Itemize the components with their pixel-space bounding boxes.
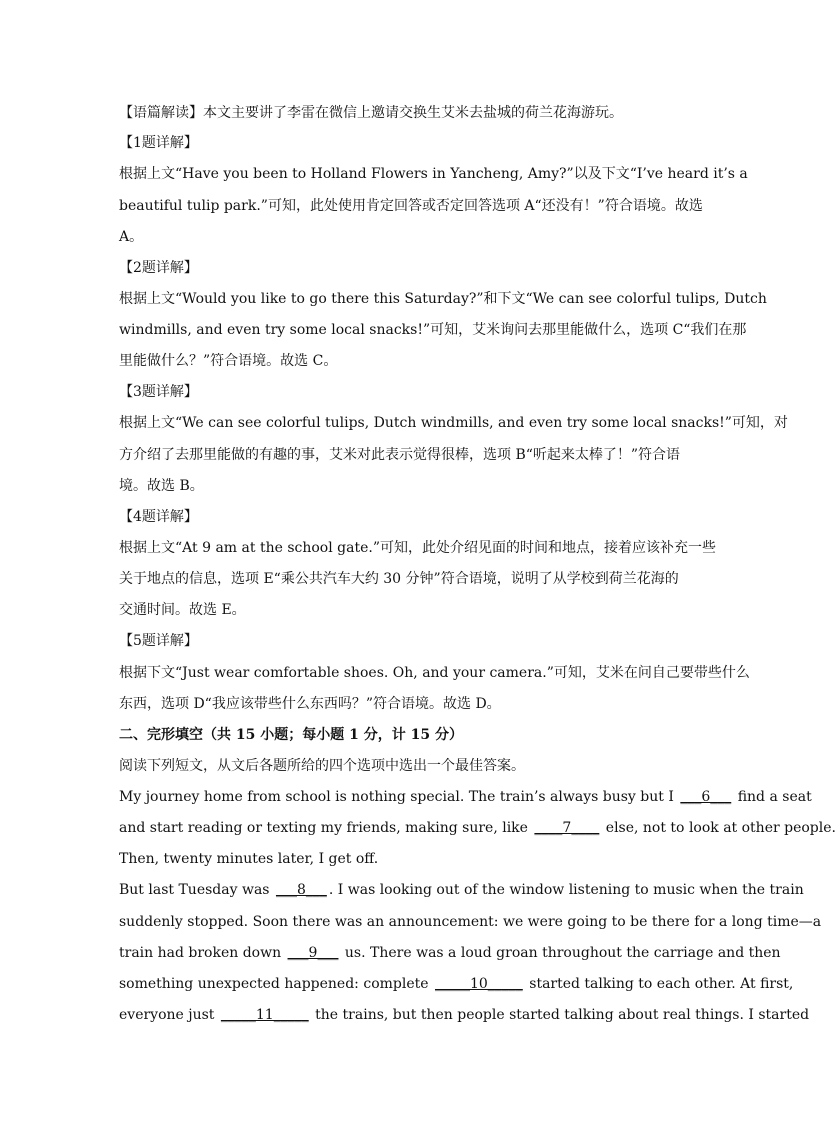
passage-line-6 [119,943,781,963]
q3-text-line-2: 方介绍了去那里能做的有趣的事，艾米对此表示觉得很棒，选项 B“听起来太棒了！”符合语 [119,447,681,463]
passage-text: My journey home from school is nothing special. The train’s always busy but I [119,789,679,805]
passage-text: Then, twenty minutes later, I get off. [119,851,379,867]
passage-line-5 [119,912,822,932]
q5-text-line-1: 根据下文“Just wear comfortable shoes. Oh, and your camera.”可知，艾米在问自己要带些什么 [119,665,750,681]
passage-text: . I was looking out of the window listening to music when the train [328,882,804,898]
q3-heading: 【3题详解】 [119,384,198,400]
passage-line-1 [119,787,812,807]
q5-heading: 【5题详解】 [119,633,198,649]
q2-text-line-2: windmills, and even try some local snacks!”可知，艾米询问去那里能做什么，选项 C“我们在那 [119,322,747,338]
blank-6: ___6___ [680,789,732,805]
passage-text: But last Tuesday was [119,882,274,898]
passage-line-4 [119,880,804,900]
q5-text-line-2: 东西，选项 D“我应该带些什么东西吗？”符合语境。故选 D。 [119,696,501,712]
q4-heading: 【4题详解】 [119,509,198,525]
passage-text: something unexpected happened: complete [119,976,433,992]
q1-heading: 【1题详解】 [119,135,198,151]
passage-text: find a seat [733,789,812,805]
q2-heading: 【2题详解】 [119,260,198,276]
section-title: 二、完形填空（共 15 小题；每小题 1 分，计 15 分） [119,727,463,743]
passage-text: suddenly stopped. Soon there was an announcement: we were going to be there for a long time—a [119,914,822,930]
blank-10: _____10_____ [434,976,523,992]
q2-text-line-3: 里能做什么？”符合语境。故选 C。 [119,353,338,369]
blank-11: _____11_____ [220,1007,309,1023]
q4-text-line-1: 根据上文“At 9 am at the school gate.”可知，此处介绍见面的时间和地点，接着应该补充一些 [119,540,716,556]
q1-text-line-1: 根据上文“Have you been to Holland Flowers in Yancheng, Amy?”以及下文“I’ve heard it’s a [119,166,748,182]
blank-7: ____7____ [534,820,600,836]
passage-text: and start reading or texting my friends, making sure, like [119,820,533,836]
section-instruction: 阅读下列短文，从文后各题所给的四个选项中选出一个最佳答案。 [119,758,525,774]
q4-text-line-3: 交通时间。故选 E。 [119,602,246,618]
q1-text-line-3: A。 [119,229,144,245]
q2-text-line-1: 根据上文“Would you like to go there this Saturday?”和下文“We can see colorful tulips, Dutch [119,291,767,307]
passage-summary: 【语篇解读】本文主要讲了李雷在微信上邀请交换生艾米去盐城的荷兰花海游玩。 [119,105,623,121]
q3-text-line-3: 境。故选 B。 [119,478,204,494]
blank-8: ___8___ [275,882,327,898]
passage-text: else, not to look at other people. [601,820,836,836]
passage-line-3 [119,849,675,869]
passage-text: everyone just [119,1007,219,1023]
passage-line-8 [119,1005,810,1025]
passage-line-7 [119,974,794,994]
q1-text-line-2: beautiful tulip park.”可知，此处使用肯定回答或否定回答选项 A“还没有！”符合语境。故选 [119,198,703,214]
passage-text: us. There was a loud groan throughout the carriage and then [340,945,781,961]
q3-text-line-1: 根据上文“We can see colorful tulips, Dutch windmills, and even try some local snacks!”可知，对 [119,415,788,431]
passage-text: started talking to each other. At first, [524,976,794,992]
passage-text: the trains, but then people started talking about real things. I started [310,1007,810,1023]
q4-text-line-2: 关于地点的信息，选项 E“乘公共汽车大约 30 分钟”符合语境，说明了从学校到荷兰花海的 [119,571,679,587]
passage-text: train had broken down [119,945,286,961]
blank-9: ___9___ [287,945,339,961]
passage-line-2 [119,818,836,838]
